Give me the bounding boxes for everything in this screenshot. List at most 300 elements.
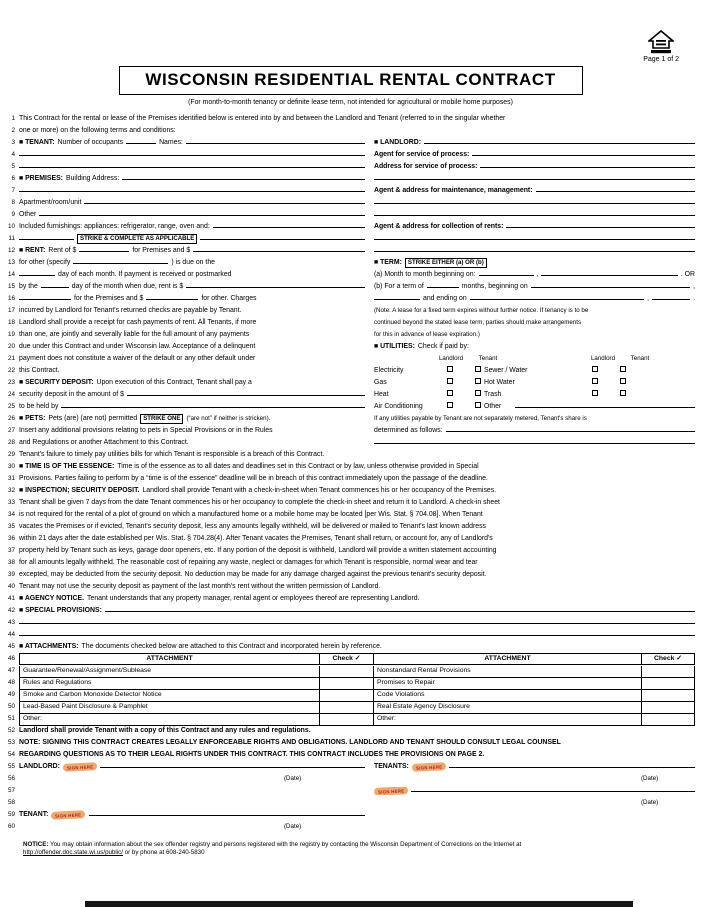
text: for all amounts legally withheld. The reasonable cost of repairing any waste, neglect or damages for which Tenant is responsible, normal wear and tear: [19, 559, 478, 566]
contract-line: [6, 257, 695, 269]
blank-field[interactable]: [449, 767, 695, 768]
line-full: [19, 557, 695, 569]
spacer: [506, 359, 581, 360]
contract-line: [6, 629, 695, 641]
line-full: [19, 635, 695, 636]
blank-field[interactable]: [374, 203, 695, 204]
blank-field[interactable]: [105, 611, 695, 612]
text: incurred by Landlord for Tenant's returned checks are payable by Tenant.: [19, 307, 242, 314]
text: and Regulations or another Attachment to this Contract.: [19, 439, 189, 446]
blank-field[interactable]: [19, 623, 695, 624]
text: Tenant's failure to timely pay utilities bills for which Tenant is responsible is a breach of this Contract.: [19, 451, 325, 458]
attachment-check-cell[interactable]: [319, 678, 373, 689]
attachment-column-header: ATTACHMENT: [373, 654, 641, 664]
text: Trash: [484, 391, 502, 398]
line-number: 25: [7, 403, 15, 410]
line-full: [19, 545, 695, 557]
attachment-check-cell[interactable]: [319, 702, 373, 713]
contract-line: [6, 377, 695, 389]
blank-field[interactable]: [146, 299, 198, 300]
spacer: [601, 395, 617, 396]
blank-field[interactable]: [424, 143, 695, 144]
attachments-table-header-row: [19, 653, 695, 665]
blank-field[interactable]: [470, 299, 644, 300]
line-right: [374, 215, 695, 216]
blank-field[interactable]: [19, 299, 71, 300]
checkbox[interactable]: [475, 390, 481, 396]
blank-field[interactable]: [39, 215, 365, 216]
attachment-label: Code Violations: [373, 690, 641, 701]
line-full: [19, 521, 695, 533]
line-left: [19, 761, 365, 773]
section-label: ■ PREMISES:: [19, 175, 63, 182]
sign-here-stamp: SIGN HERE: [63, 762, 98, 772]
text: excepted, may be deducted from the security deposit. No deduction may be made for any damage charged against the previous tenant's security deposit.: [19, 571, 487, 578]
spacer: [19, 827, 281, 828]
equal-housing-icon: [648, 30, 674, 54]
attachment-column-header: ATTACHMENT: [19, 654, 319, 664]
blank-field[interactable]: [506, 227, 695, 228]
line-full: [19, 509, 695, 521]
line-number: 57: [7, 787, 15, 794]
contract-line: [6, 617, 695, 629]
line-number: 27: [7, 427, 15, 434]
line-full: [19, 641, 695, 653]
blank-field[interactable]: [186, 143, 365, 144]
line-number: 54: [7, 751, 15, 758]
line-full: [19, 449, 695, 461]
line-number: 9: [11, 211, 15, 218]
section-label: ■ TENANT:: [19, 139, 55, 146]
contract-line: [6, 605, 695, 617]
blank-field[interactable]: [41, 287, 69, 288]
checkbox[interactable]: [447, 366, 453, 372]
contract-line: [6, 449, 695, 461]
section-label: ■ LANDLORD:: [374, 139, 422, 146]
contract-line: [6, 305, 695, 317]
line-left: [19, 191, 365, 192]
instruction-box: STRIKE ONE: [140, 414, 183, 424]
text: Rent of $: [48, 247, 77, 254]
line-number: 32: [7, 487, 15, 494]
line-number: 49: [7, 691, 15, 698]
contract-line: [6, 581, 695, 593]
blank-field[interactable]: [84, 203, 365, 204]
attachment-check-cell[interactable]: [641, 690, 695, 701]
line-right: [374, 203, 695, 204]
line-left: [19, 389, 365, 401]
line-left: [19, 341, 365, 353]
section-label: LANDLORD:: [19, 763, 60, 770]
contract-line: [6, 533, 695, 545]
text: Number of occupants: [57, 139, 124, 146]
attachment-label: Lead-Based Paint Disclosure & Pamphlet: [19, 702, 319, 713]
contract-line: [6, 509, 695, 521]
checkbox[interactable]: [620, 390, 626, 396]
spacer: [456, 383, 472, 384]
line-full: [19, 749, 695, 761]
text: Landlord shall provide a receipt for cash payments of rent. All Tenants, if more: [19, 319, 257, 326]
contract-line: [6, 773, 695, 785]
blank-field[interactable]: [374, 299, 420, 300]
line-full: [19, 737, 695, 749]
line-number: 48: [7, 679, 15, 686]
line-number: 22: [7, 367, 15, 374]
line-right: [374, 365, 695, 377]
line-right: [374, 787, 695, 795]
text: ,: [693, 283, 695, 290]
text: determined as follows:: [374, 427, 443, 434]
text: .: [693, 295, 695, 302]
blank-field[interactable]: [193, 251, 365, 252]
spacer: [601, 383, 617, 384]
text: due under this Contract and under Wisconsin law. Acceptance of a delinquent: [19, 343, 256, 350]
line-number: 56: [7, 775, 15, 782]
contract-line: [6, 233, 695, 245]
line-number: 7: [11, 187, 15, 194]
checkbox[interactable]: [447, 390, 453, 396]
blank-field[interactable]: [122, 179, 365, 180]
contract-line: [6, 689, 695, 701]
blank-field[interactable]: [472, 155, 695, 156]
line-right: [374, 401, 695, 413]
line-number: 37: [7, 547, 15, 554]
text: property held by Tenant such as keys, garage door openers, etc. If any portion of the deposit is withheld, Landlord will provide a written statement accounting: [19, 547, 497, 554]
section-label: ■ INSPECTION; SECURITY DEPOSIT.: [19, 487, 140, 494]
text: is not required for the rental of a plot of ground on which a manufactured home or a mobile home may be located [per Wis. Stat. § 704.08]. When Tenant: [19, 511, 483, 518]
blank-field[interactable]: [213, 227, 365, 228]
line-number: 16: [7, 295, 15, 302]
sex-offender-notice: [6, 841, 695, 857]
spacer: [456, 407, 472, 408]
section-label: Agent for service of process:: [374, 151, 470, 158]
blank-field[interactable]: [515, 407, 695, 408]
section-label: NOTE: SIGNING THIS CONTRACT CREATES LEGALLY ENFORCEABLE RIGHTS AND OBLIGATIONS. LANDLORD AND TENANT SHOULD CONSULT LEGAL COUNSEL: [19, 739, 561, 746]
checkbox[interactable]: [475, 366, 481, 372]
text: (b) For a term of: [374, 283, 424, 290]
section-label: ■ AGENCY NOTICE.: [19, 595, 85, 602]
line-number: 55: [7, 763, 15, 770]
contract-line: [6, 173, 695, 185]
line-left: [19, 167, 365, 168]
line-number: 58: [7, 799, 15, 806]
line-right: [374, 353, 695, 365]
line-number: 45: [7, 643, 15, 650]
attachment-check-cell[interactable]: [319, 666, 373, 677]
checkbox[interactable]: [592, 378, 598, 384]
contract-line: [6, 521, 695, 533]
text: Tenant: [478, 355, 498, 362]
checkbox[interactable]: [475, 378, 481, 384]
line-number: 26: [7, 415, 15, 422]
attachment-column-header: Check ✓: [641, 654, 695, 664]
checkbox[interactable]: [620, 366, 626, 372]
blank-field[interactable]: [19, 191, 365, 192]
text: for other. Charges: [201, 295, 257, 302]
line-full: [19, 461, 695, 473]
line-right: [374, 251, 695, 252]
checkbox[interactable]: [592, 366, 598, 372]
section-label: ■ TIME IS OF THE ESSENCE:: [19, 463, 115, 470]
text: Provisions. Parties failing to perform by a “time is of the essence” deadline will be in breach of this contract immediately upon the passage of the deadline.: [19, 475, 488, 482]
line-full: [19, 113, 695, 125]
line-left: [19, 293, 365, 305]
blank-field[interactable]: [126, 143, 156, 144]
line-number: 6: [11, 175, 15, 182]
attachment-check-cell[interactable]: [319, 690, 373, 701]
line-left: [19, 809, 365, 821]
blank-field[interactable]: [531, 287, 690, 288]
checkbox[interactable]: [475, 402, 481, 408]
contract-line: [6, 557, 695, 569]
text: Tenant may not use the security deposit as payment of the last month's rent without the written permission of Landlord.: [19, 583, 381, 590]
checkbox[interactable]: [592, 390, 598, 396]
text: Other: [19, 211, 37, 218]
checkbox[interactable]: [620, 378, 626, 384]
attachment-label: Nonstandard Rental Provisions: [373, 666, 641, 677]
contract-line: [6, 149, 695, 161]
text: (a) Month to month beginning on:: [374, 271, 476, 278]
line-number: 34: [7, 511, 15, 518]
line-left: [19, 281, 365, 293]
line-number: 20: [7, 343, 15, 350]
line-full: [19, 497, 695, 509]
line-number: 13: [7, 259, 15, 266]
blank-field[interactable]: [374, 239, 695, 240]
checkbox[interactable]: [447, 378, 453, 384]
checkbox[interactable]: [447, 402, 453, 408]
blank-field[interactable]: [374, 251, 695, 252]
notice-label: NOTICE:: [23, 841, 49, 848]
text: Apartment/room/unit: [19, 199, 82, 206]
attachment-check-cell[interactable]: [641, 666, 695, 677]
contract-line: [6, 545, 695, 557]
line-full: [19, 533, 695, 545]
blank-field[interactable]: [541, 275, 677, 276]
spacer: [374, 803, 638, 804]
contract-line: [6, 821, 695, 833]
line-number: 46: [7, 655, 15, 662]
text: security deposit in the amount of $: [19, 391, 124, 398]
contract-line: [6, 497, 695, 509]
contract-line: [6, 437, 695, 449]
blank-field[interactable]: [89, 815, 365, 816]
text: day of each month. If payment is received or postmarked: [58, 271, 232, 278]
text: Tenant: [630, 355, 650, 362]
contract-line: [6, 245, 695, 257]
contract-line: [6, 161, 695, 173]
blank-field[interactable]: [536, 191, 695, 192]
text: months, beginning on: [461, 283, 528, 290]
attachment-check-cell[interactable]: [319, 714, 373, 725]
text: than one, are jointly and severally liable for the full amount of any payments: [19, 331, 250, 338]
line-full: [19, 473, 695, 485]
text: (Date): [284, 775, 302, 782]
blank-field[interactable]: [79, 251, 129, 252]
contract-line: [6, 125, 695, 137]
contract-line: [6, 413, 695, 425]
line-number: 8: [11, 199, 15, 206]
line-left: [19, 821, 365, 833]
line-number: 51: [7, 715, 15, 722]
text: to be held by: [19, 403, 59, 410]
contract-line: [6, 761, 695, 773]
blank-field[interactable]: [480, 167, 695, 168]
text: Gas: [374, 379, 387, 386]
blank-field[interactable]: [374, 179, 695, 180]
text: (Date): [641, 775, 659, 782]
contract-line: [6, 221, 695, 233]
text: (Date): [284, 823, 302, 830]
section-label: ■ SECURITY DEPOSIT:: [19, 379, 94, 386]
line-right: [374, 269, 695, 281]
document-title: WISCONSIN RESIDENTIAL RENTAL CONTRACT: [145, 70, 556, 89]
text: within 21 days after the date established per Wis. Stat. § 704.28(4). After Tenant vacates the Premises, Tenant shall return, or account for, any of Landlord's: [19, 535, 493, 542]
spacer: [19, 779, 281, 780]
contract-line: [6, 785, 695, 797]
text: Building Address:: [65, 175, 120, 182]
line-right: [374, 413, 695, 425]
blank-field[interactable]: [652, 299, 690, 300]
contract-line: [6, 281, 695, 293]
blank-field[interactable]: [19, 155, 365, 156]
attachment-check-cell[interactable]: [641, 702, 695, 713]
blank-field[interactable]: [73, 263, 168, 264]
blank-field[interactable]: [374, 443, 695, 444]
line-right: [374, 293, 695, 305]
blank-field[interactable]: [19, 167, 365, 168]
contract-line: [6, 593, 695, 605]
line-number: 35: [7, 523, 15, 530]
line-right: [374, 239, 695, 240]
line-number: 42: [7, 607, 15, 614]
line-number: 38: [7, 559, 15, 566]
attachment-label: Rules and Regulations: [19, 678, 319, 689]
line-number: 41: [7, 595, 15, 602]
section-label: ■ ATTACHMENTS:: [19, 643, 79, 650]
text: for the Premises and $: [74, 295, 144, 302]
attachment-check-cell[interactable]: [641, 714, 695, 725]
page-header: [643, 30, 679, 63]
line-number: 30: [7, 463, 15, 470]
text: (“are not” if neither is stricken).: [186, 415, 271, 422]
blank-field[interactable]: [100, 767, 365, 768]
contract-line: [6, 725, 695, 737]
blank-field[interactable]: [411, 791, 695, 792]
contract-line: [6, 701, 695, 713]
section-label: REGARDING QUESTIONS AS TO THEIR LEGAL RIGHTS UNDER THIS CONTRACT. THIS CONTRACT INCLUDES THE PROVISIONS ON PAGE 2.: [19, 751, 485, 758]
attachment-check-cell[interactable]: [641, 678, 695, 689]
text: ,: [536, 271, 539, 278]
text: (Note: A lease for a fixed term expires without further notice. If tenancy is to be: [374, 307, 589, 314]
contract-line: [6, 269, 695, 281]
text: and ending on: [423, 295, 467, 302]
line-right: [374, 443, 695, 444]
contract-line: [6, 425, 695, 437]
line-left: [19, 353, 365, 365]
line-number: 2: [11, 127, 15, 134]
contract-line: [6, 137, 695, 149]
notice-text: You may obtain information about the sex offender registry and persons registered with the registry by contacting the Wisconsin Department of Corrections on the Internet at: [50, 841, 522, 848]
line-left: [19, 137, 365, 149]
contract-line: [6, 113, 695, 125]
blank-field[interactable]: [61, 407, 365, 408]
blank-field[interactable]: [19, 635, 695, 636]
line-number: 19: [7, 331, 15, 338]
notice-link[interactable]: http://offender.doc.state.wi.us/public/: [23, 849, 123, 856]
text: If any utilities payable by Tenant are not separately metered, Tenant's share is: [374, 415, 587, 422]
text: Upon execution of this Contract, Tenant shall pay a: [96, 379, 252, 386]
text: Other: [484, 403, 502, 410]
text: Air Conditioning: [374, 403, 423, 410]
line-left: [19, 221, 365, 233]
text: Landlord: [438, 355, 464, 362]
blank-field[interactable]: [186, 287, 365, 288]
contract-line: [6, 461, 695, 473]
blank-field[interactable]: [127, 395, 365, 396]
blank-field[interactable]: [200, 239, 365, 240]
text: ,: [647, 295, 650, 302]
blank-field[interactable]: [19, 239, 74, 240]
text: Names:: [159, 139, 183, 146]
contract-lines: [6, 113, 695, 833]
text: Time is of the essence as to all dates and deadlines set in this Contract or by law, unless otherwise provided in Special: [117, 463, 479, 470]
contract-line: [6, 341, 695, 353]
blank-field[interactable]: [479, 275, 534, 276]
document-subtitle: (For month-to-month tenancy or definite lease term, not intended for agricultural or mobile home purposes): [188, 99, 513, 106]
line-number: 10: [7, 223, 15, 230]
line-number: 18: [7, 319, 15, 326]
line-right: [374, 305, 695, 317]
contract-line: [6, 677, 695, 689]
line-number: 21: [7, 355, 15, 362]
attachment-label: Other:: [373, 714, 641, 725]
text: Insert any additional provisions relating to pets in Special Provisions or in the Rules: [19, 427, 273, 434]
text: Landlord: [590, 355, 616, 362]
attachments-table-row: [19, 666, 695, 678]
text: Tenant understands that any property manager, rental agent or employees thereof are representing Landlord.: [87, 595, 420, 602]
line-right: [374, 377, 695, 389]
spacer: [456, 395, 472, 396]
blank-field[interactable]: [427, 287, 459, 288]
attachments-table-row: [19, 678, 695, 690]
blank-field[interactable]: [446, 431, 695, 432]
line-left: [19, 234, 365, 244]
contract-line: [6, 737, 695, 749]
text: ) is due on the: [171, 259, 215, 266]
text: Tenant shall be given 7 days from the date Tenant commences his or her occupancy to complete the check-in sheet and return it to Landlord. A check-in sheet: [19, 499, 500, 506]
spacer: [374, 359, 429, 360]
contract-line: [6, 665, 695, 677]
text: Check if paid by:: [417, 343, 469, 350]
attachments-table-row: [19, 690, 695, 702]
contract-line: [6, 365, 695, 377]
line-right: [374, 179, 695, 180]
contract-line: [6, 473, 695, 485]
line-left: [19, 209, 365, 221]
text: for Premises and $: [132, 247, 191, 254]
blank-field[interactable]: [19, 275, 55, 276]
line-number: 17: [7, 307, 15, 314]
line-full: [19, 125, 695, 137]
line-number: 28: [7, 439, 15, 446]
blank-field[interactable]: [374, 215, 695, 216]
contract-line: [6, 749, 695, 761]
text: payment does not constitute a waiver of the default or any other default under: [19, 355, 256, 362]
attachment-label: Promises to Repair: [373, 678, 641, 689]
line-right: [374, 137, 695, 149]
text: Included furnishings: appliances: refrigerator, range, oven and:: [19, 223, 210, 230]
